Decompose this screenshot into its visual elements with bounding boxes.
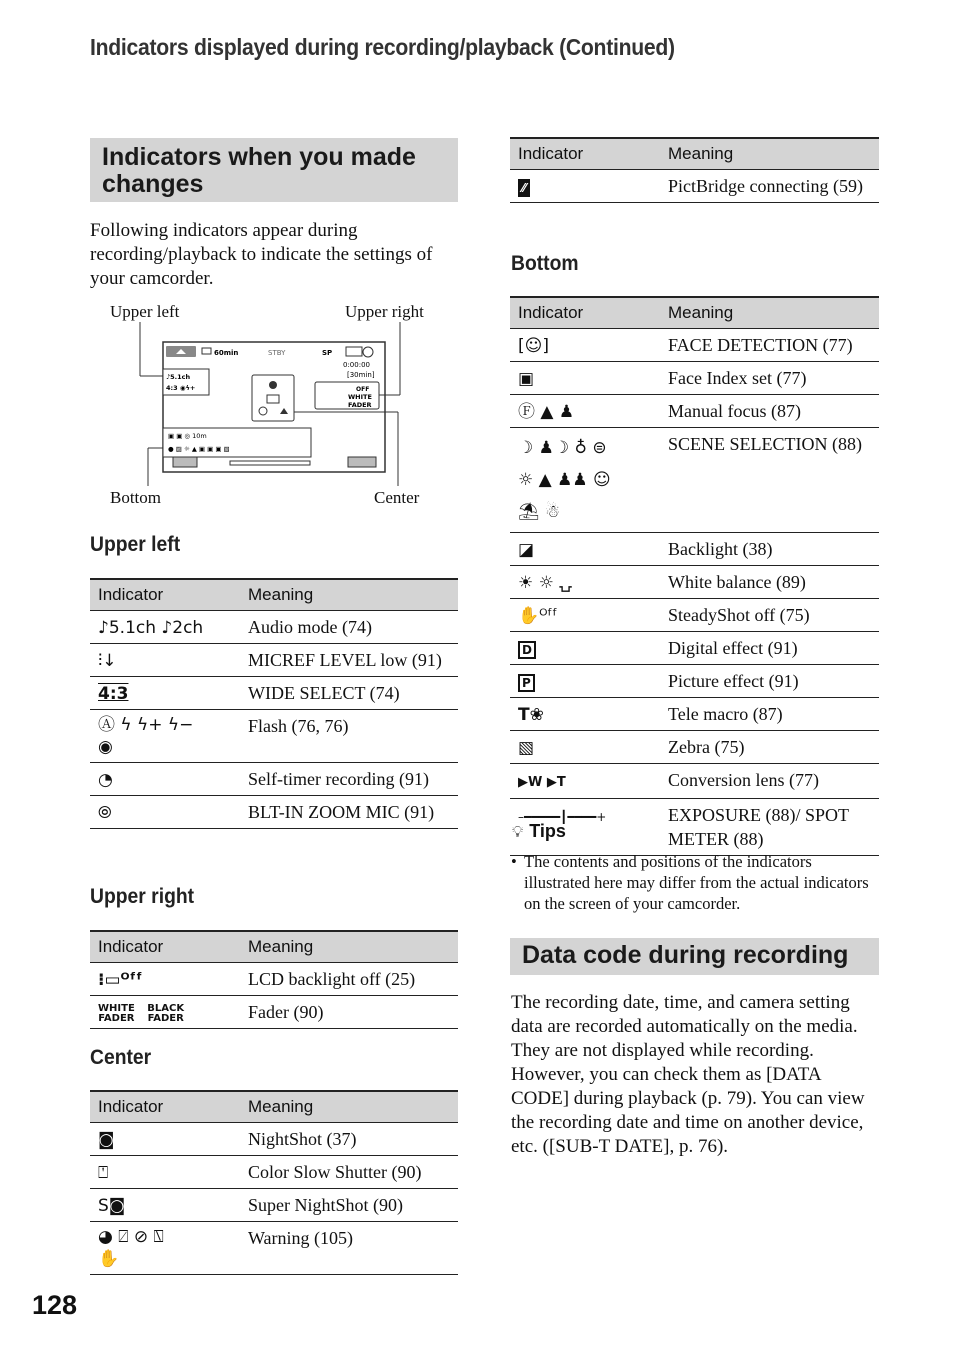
section-heading-line1: Indicators when you made: [102, 143, 416, 171]
flash-icon: Ⓐ ϟ ϟ+ ϟ− ◉: [98, 715, 194, 757]
meaning-cell: Super NightShot (90): [240, 1189, 458, 1222]
meaning-cell: Tele macro (87): [660, 698, 879, 731]
zoom-mic-icon: ⦾: [98, 803, 112, 823]
diagram-label-upper-right: Upper right: [345, 302, 424, 321]
table-row: [510, 731, 879, 764]
tele-macro-icon: T❀: [518, 705, 544, 725]
table-row: [90, 796, 458, 829]
table-row: [510, 170, 879, 203]
diagram-label-bottom: Bottom: [110, 488, 162, 507]
face-detection-icon: [☺]: [518, 336, 549, 356]
table-upper-left: [90, 578, 458, 829]
meaning-cell: Self-timer recording (91): [240, 763, 458, 796]
table-row: [510, 428, 879, 533]
table-row: [90, 611, 458, 644]
table-row: [90, 1156, 458, 1189]
meaning-cell: LCD backlight off (25): [240, 963, 458, 996]
black-fader-icon: BLACK FADER: [147, 1002, 185, 1024]
exposure-icon: –━━━━━┃━━━━+: [518, 810, 607, 824]
bullet: •: [511, 852, 517, 871]
table-upper-right: [90, 930, 458, 1029]
meaning-cell: Color Slow Shutter (90): [240, 1156, 458, 1189]
meaning-cell: BLT-IN ZOOM MIC (91): [240, 796, 458, 829]
meaning-cell: Face Index set (77): [660, 362, 879, 395]
table-row: [90, 644, 458, 677]
white-fader-icon: WHITE FADER: [98, 1002, 135, 1024]
meaning-cell: Audio mode (74): [240, 611, 458, 644]
table-row: [90, 1189, 458, 1222]
table-row: [510, 533, 879, 566]
backlight-icon: ◪: [518, 540, 535, 560]
screen-diagram: [90, 300, 458, 515]
pictbridge-icon: ⁄⁄: [518, 179, 530, 197]
color-slow-shutter-icon: ⍞: [98, 1163, 109, 1183]
wide-select-icon: 4:3: [98, 684, 129, 704]
conversion-lens-icon: ▶W ▶T: [518, 775, 566, 790]
table-row: [510, 362, 879, 395]
diagram-fader-text1: WHITE: [348, 393, 372, 401]
col-header-indicator: Indicator: [90, 579, 240, 611]
picture-effect-icon: P: [518, 674, 535, 692]
diagram-sp-text: SP: [322, 349, 333, 357]
table-row: [510, 566, 879, 599]
meaning-cell: SCENE SELECTION (88): [660, 428, 879, 533]
diagram-counter-text: 0:00:00: [343, 361, 370, 369]
meaning-cell: SteadyShot off (75): [660, 599, 879, 632]
table-row: [90, 710, 458, 763]
tips-heading: Tips: [529, 821, 566, 841]
diagram-wide-text: 4:3 ◉ϟ+: [166, 384, 196, 392]
diagram-remaining-text: [30min]: [347, 371, 375, 379]
steadyshot-off-icon: ✋ᴼᶠᶠ: [518, 606, 558, 626]
meaning-cell: Conversion lens (77): [660, 764, 879, 799]
intro-paragraph: Following indicators appear during recording/playback to indicate the settings of your camcorder.: [90, 220, 433, 289]
meaning-cell: Manual focus (87): [660, 395, 879, 428]
table-bottom: [510, 296, 879, 856]
table-row: [510, 395, 879, 428]
face-index-icon: ▣: [518, 369, 535, 389]
section-heading-data-code: Data code during recording: [510, 938, 879, 975]
tips-text: The contents and positions of the indicators illustrated here may differ from the actual indicators on the screen of your camcorder.: [524, 852, 869, 913]
svg-text:OFF: OFF: [356, 386, 370, 393]
table-row: [510, 698, 879, 731]
page-number: 128: [32, 1290, 78, 1320]
data-code-paragraph: The recording date, time, and camera setting data are recorded automatically on the media. They are not displayed while recording. However, you can check them as [DATA CODE] during playback (p. 79). You can view the recording date and time on another device, etc. ([SUB-T DATE], p. 76).: [511, 992, 865, 1157]
table-row: [90, 996, 458, 1029]
meaning-cell: Picture effect (91): [660, 665, 879, 698]
table-row: [510, 764, 879, 799]
digital-effect-icon: D: [518, 641, 536, 659]
section-heading-line2: changes: [102, 170, 204, 198]
section-heading-indicators-changes: [90, 138, 458, 202]
self-timer-icon: ◔: [98, 770, 113, 790]
white-balance-icon: ☀ ☼ ⍽: [518, 573, 573, 593]
table-row: [90, 1222, 458, 1275]
col-header-indicator: Indicator: [510, 297, 660, 329]
col-header-meaning: Meaning: [240, 579, 458, 611]
table-row: [90, 963, 458, 996]
diagram-label-upper-left: Upper left: [110, 302, 180, 321]
warning-icon: ◕ ⍁ ⊘ ⍂ ✋: [98, 1227, 164, 1269]
col-header-indicator: Indicator: [90, 1091, 240, 1123]
diagram-fader-text2: FADER: [348, 401, 372, 409]
meaning-cell: White balance (89): [660, 566, 879, 599]
meaning-cell: FACE DETECTION (77): [660, 329, 879, 362]
meaning-cell: Backlight (38): [660, 533, 879, 566]
heading-bottom: Bottom: [511, 252, 579, 275]
meaning-cell: MICREF LEVEL low (91): [240, 644, 458, 677]
col-header-meaning: Meaning: [240, 1091, 458, 1123]
table-row: [510, 632, 879, 665]
tips-header: [512, 821, 566, 843]
lcd-off-icon: ⁝▭ᴼᶠᶠ: [98, 970, 143, 990]
diagram-battery-text: 60min: [214, 349, 239, 357]
page-title: Indicators displayed during recording/playback (Continued): [90, 34, 675, 60]
diagram-screen-svg: [90, 300, 458, 515]
col-header-indicator: Indicator: [90, 931, 240, 963]
meaning-cell: NightShot (37): [240, 1123, 458, 1156]
manual-focus-icon: Ⓕ ▲ ♟: [518, 402, 575, 422]
meaning-cell: WIDE SELECT (74): [240, 677, 458, 710]
col-header-meaning: Meaning: [240, 931, 458, 963]
nightshot-icon: ◙: [98, 1130, 115, 1150]
heading-upper-left: Upper left: [90, 533, 181, 556]
meaning-cell: Digital effect (91): [660, 632, 879, 665]
table-center: [90, 1090, 458, 1275]
meaning-cell: Fader (90): [240, 996, 458, 1029]
table-row: [90, 1123, 458, 1156]
scene-selection-icon: ☽ ♟☽ ♁ ⊜ ☼ ▲ ♟♟ ☺ ⛱ ☃: [518, 438, 611, 522]
table-row: [90, 763, 458, 796]
table-row: [510, 665, 879, 698]
heading-center: Center: [90, 1046, 152, 1069]
meaning-cell: Warning (105): [240, 1222, 458, 1275]
zebra-icon: ▧: [518, 738, 535, 758]
meaning-cell: PictBridge connecting (59): [660, 170, 879, 203]
micref-low-icon: ⫶↓: [98, 651, 117, 671]
table-row: [90, 677, 458, 710]
meaning-cell: Flash (76, 76): [240, 710, 458, 763]
svg-text:● ▨ ☼ ▲ ▣ ▣ ▣ ▧: ● ▨ ☼ ▲ ▣ ▣ ▣ ▧: [168, 445, 230, 453]
col-header-meaning: Meaning: [660, 297, 879, 329]
meaning-cell: EXPOSURE (88)/ SPOT METER (88): [660, 799, 879, 856]
tips-list-item: [511, 851, 871, 914]
table-row: [510, 329, 879, 362]
meaning-cell: Zebra (75): [660, 731, 879, 764]
lightbulb-icon: 💡︎: [512, 822, 524, 841]
diagram-audio-text: ♪5.1ch: [166, 373, 191, 381]
col-header-meaning: Meaning: [660, 138, 879, 170]
table-row: [510, 599, 879, 632]
audio-mode-icon: ♪5.1ch ♪2ch: [98, 618, 204, 638]
heading-upper-right: Upper right: [90, 885, 195, 908]
col-header-indicator: Indicator: [510, 138, 660, 170]
table-pictbridge: [510, 137, 879, 203]
diagram-stby-text: STBY: [268, 349, 286, 357]
svg-text:▣ ▣ ◎ 10m: ▣ ▣ ◎ 10m: [168, 432, 207, 440]
diagram-label-center: Center: [374, 488, 420, 507]
super-nightshot-icon: S◙: [98, 1196, 126, 1216]
